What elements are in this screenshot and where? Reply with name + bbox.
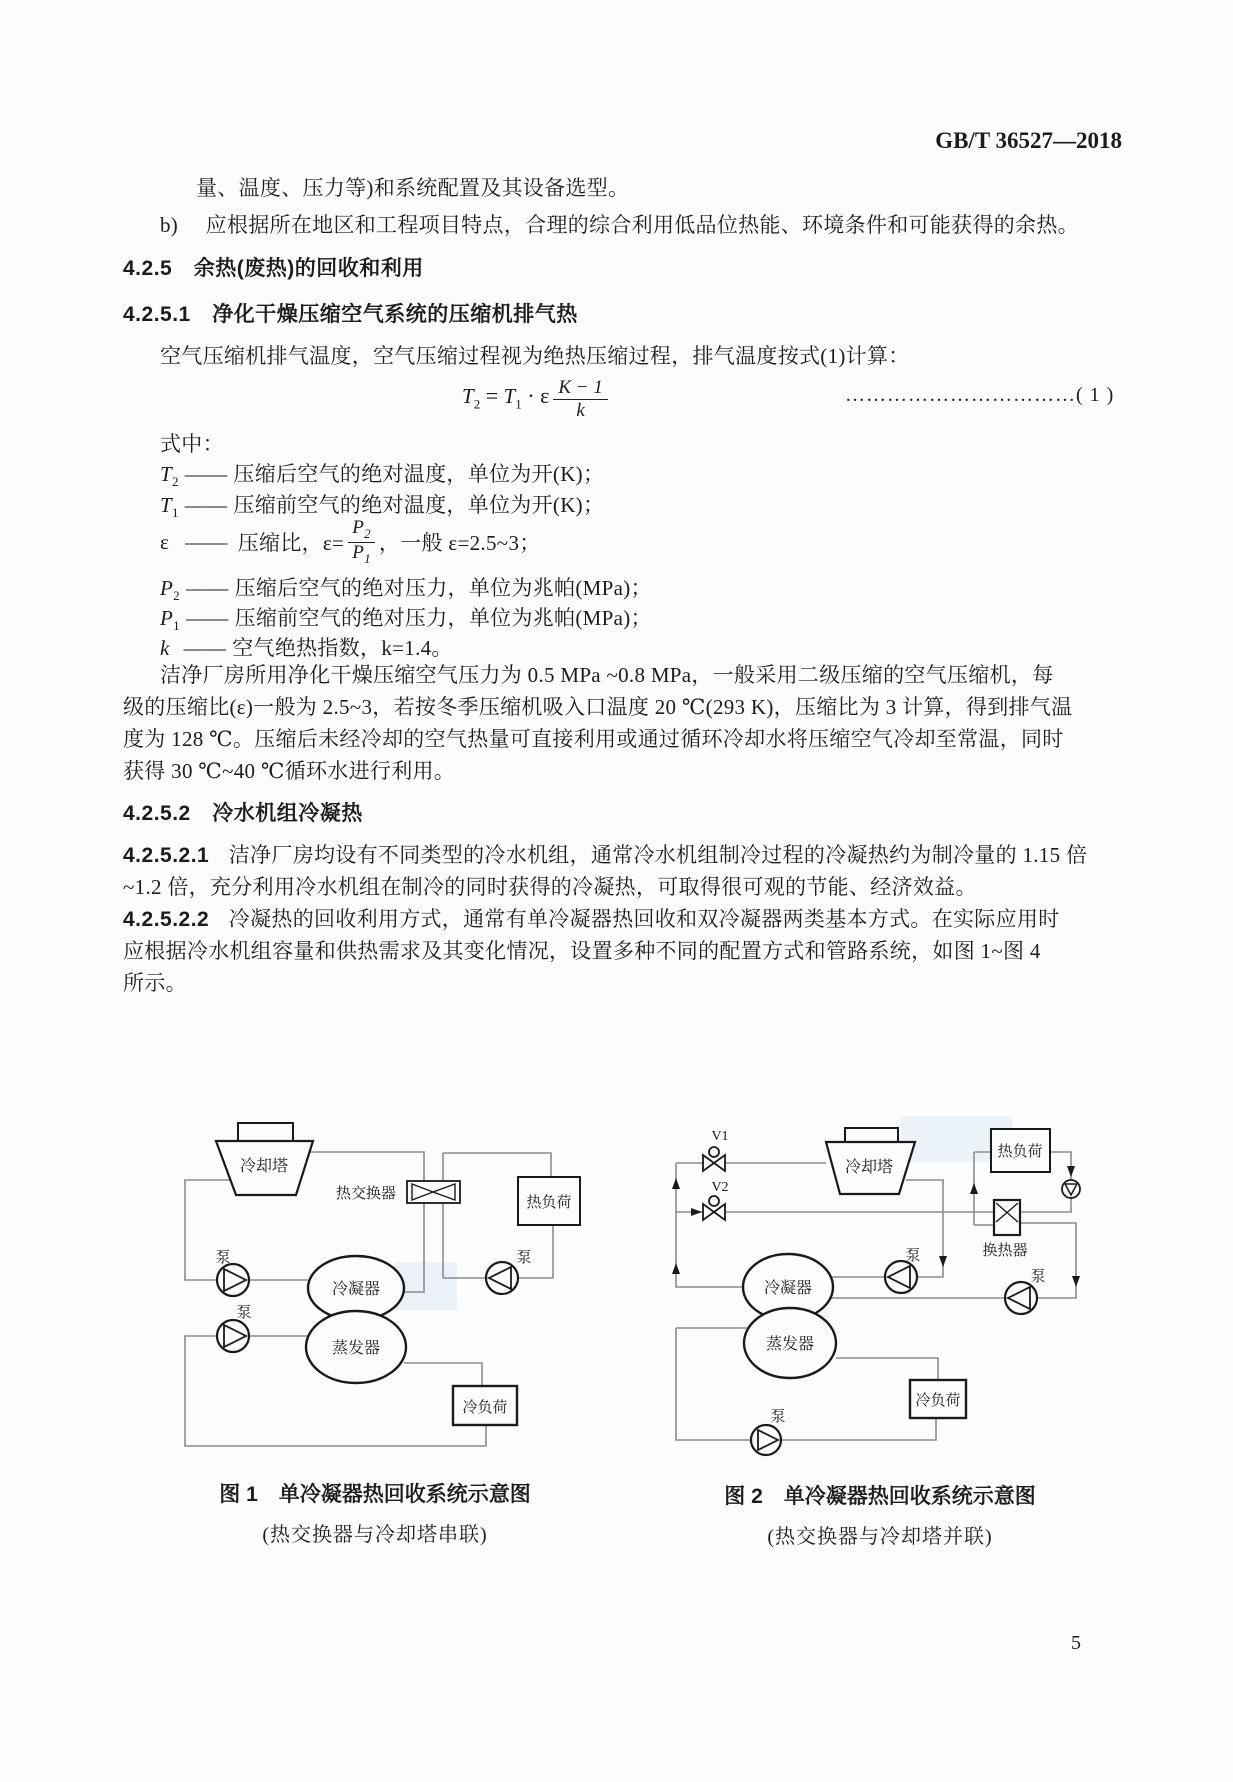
valve-v1-symbol bbox=[703, 1147, 725, 1171]
figure2-subcaption: (热交换器与冷却塔并联) bbox=[767, 1526, 993, 1548]
where-label: 式中： bbox=[160, 432, 224, 456]
pump-label: 泵 bbox=[236, 1305, 252, 1321]
paragraph-4-2-5-2-2: 4.2.5.2.2 冷凝热的回收利用方式，通常有单冷凝器热回收和双冷凝器两类基本方式。在实际应用时 bbox=[123, 907, 1060, 931]
heat-exchanger-symbol bbox=[994, 1200, 1020, 1235]
figure1-subcaption: (热交换器与冷却塔串联) bbox=[262, 1524, 488, 1546]
equation-expression: $T_2 = T_1 \cdot \varepsilon$ bbox=[462, 383, 550, 412]
evaporator-label: 蒸发器 bbox=[331, 1340, 381, 1357]
pump-label: 泵 bbox=[1030, 1269, 1046, 1285]
pump-symbol bbox=[1005, 1282, 1037, 1314]
cold-load-label: 冷负荷 bbox=[915, 1393, 961, 1409]
circulation-pump-symbol bbox=[1062, 1180, 1080, 1198]
figure2-caption: 图 2 单冷凝器热回收系统示意图 bbox=[724, 1485, 1036, 1508]
list-item-b-label: b) bbox=[160, 213, 179, 237]
formula-intro: 空气压缩机排气温度，空气压缩过程视为绝热压缩过程，排气温度按式(1)计算： bbox=[160, 344, 910, 368]
exponent-fraction: $\frac{K - 1}{k}$ bbox=[553, 378, 608, 421]
heading-4-2-5-2: 4.2.5.2 冷水机组冷凝热 bbox=[123, 802, 363, 825]
valve-v2-symbol bbox=[703, 1196, 725, 1220]
valve-v2-label: V2 bbox=[711, 1180, 729, 1195]
equation-1 bbox=[462, 378, 608, 421]
heading-4-2-5: 4.2.5 余热(废热)的回收和利用 bbox=[123, 257, 424, 280]
paragraph-a-continuation: 量、温度、压力等)和系统配置及其设备选型。 bbox=[196, 176, 630, 200]
list-item-b bbox=[160, 209, 1079, 239]
cooling-tower-label: 冷却塔 bbox=[239, 1158, 289, 1175]
heat-exchanger-label: 热交换器 bbox=[335, 1186, 397, 1202]
pump-label: 泵 bbox=[516, 1250, 532, 1266]
condenser-label: 冷凝器 bbox=[331, 1281, 381, 1298]
paragraph-line: 应根据冷水机组容量和供热需求及其变化情况，设置多种不同的配置方式和管路系统，如图 1~图 4 bbox=[123, 939, 1041, 963]
clause-number: 4.2.5.2.2 bbox=[123, 908, 210, 931]
pump-label: 泵 bbox=[770, 1409, 786, 1425]
definition-epsilon: ε —— 压缩比，ε= $\frac{P_2}{P_1}$ ，一般 ε=2.5~3； bbox=[160, 516, 541, 566]
pump-symbol bbox=[885, 1261, 917, 1293]
heading-4-2-5-1: 4.2.5.1 净化干燥压缩空气系统的压缩机排气热 bbox=[123, 303, 578, 326]
heat-load-label: 热负荷 bbox=[526, 1195, 572, 1211]
heat-exchanger-symbol bbox=[407, 1181, 460, 1203]
evaporator-label: 蒸发器 bbox=[765, 1336, 815, 1353]
heat-exchanger-label: 换热器 bbox=[982, 1243, 1028, 1259]
valve-v1-label: V1 bbox=[711, 1129, 729, 1144]
pump-symbol bbox=[217, 1320, 249, 1352]
clause-number: 4.2.5.2.1 bbox=[123, 844, 210, 867]
pump-label: 泵 bbox=[215, 1250, 231, 1266]
paragraph-line: 级的压缩比(ε)一般为 2.5~3，若按冬季压缩机吸入口温度 20 ℃(293 K)，压缩比为 3 计算，得到排气温 bbox=[123, 695, 1073, 719]
pump-symbol bbox=[486, 1262, 518, 1294]
heat-load-label: 热负荷 bbox=[997, 1144, 1043, 1160]
paragraph-line: 获得 30 ℃~40 ℃循环水进行利用。 bbox=[123, 759, 456, 783]
pump-symbol bbox=[751, 1425, 781, 1455]
definition-t2: $T_2$ —— 压缩后空气的绝对温度，单位为开(K)； bbox=[160, 462, 605, 490]
definition-p2: $P_2$ —— 压缩后空气的绝对压力，单位为兆帕(MPa)； bbox=[160, 576, 652, 604]
pump-label: 泵 bbox=[905, 1248, 921, 1264]
figure1-caption: 图 1 单冷凝器热回收系统示意图 bbox=[219, 1483, 531, 1506]
condenser-label: 冷凝器 bbox=[763, 1280, 813, 1297]
cold-load-label: 冷负荷 bbox=[462, 1400, 508, 1416]
paragraph-line: ~1.2 倍，充分利用冷水机组在制冷的同时获得的冷凝热，可取得很可观的节能、经济效益。 bbox=[123, 875, 977, 899]
cooling-tower-label: 冷却塔 bbox=[844, 1159, 894, 1176]
definition-k: k —— 空气绝热指数，k=1.4。 bbox=[160, 636, 453, 660]
paragraph-line: 所示。 bbox=[123, 971, 187, 995]
definition-t1: $T_1$ —— 压缩前空气的绝对温度，单位为开(K)； bbox=[160, 493, 605, 521]
definition-p1: $P_1$ —— 压缩前空气的绝对压力，单位为兆帕(MPa)； bbox=[160, 606, 652, 634]
paragraph-line: 洁净厂房所用净化干燥压缩空气压力为 0.5 MPa ~0.8 MPa，一般采用二级压缩的空气压缩机，每 bbox=[160, 663, 1054, 687]
standard-code: GB/T 36527—2018 bbox=[935, 128, 1122, 153]
figure1-diagram bbox=[150, 1090, 600, 1460]
paragraph-line: 度为 128 ℃。压缩后未经冷却的空气热量可直接利用或通过循环冷却水将压缩空气冷却至常温，同时 bbox=[123, 727, 1064, 751]
pump-symbol bbox=[217, 1264, 249, 1296]
equation-leader-dots: ……………………………( 1 ) bbox=[845, 384, 1115, 406]
figure2-diagram bbox=[598, 1090, 1110, 1480]
pressure-ratio-fraction: $\frac{P_2}{P_1}$ bbox=[348, 518, 375, 566]
page-number: 5 bbox=[1071, 1632, 1081, 1654]
list-item-b-text: 应根据所在地区和工程项目特点，合理的综合利用低品位热能、环境条件和可能获得的余热。 bbox=[205, 213, 1079, 237]
paragraph-4-2-5-2-1: 4.2.5.2.1 洁净厂房均设有不同类型的冷水机组，通常冷水机组制冷过程的冷凝热约为制冷量的 1.15 倍 bbox=[123, 843, 1088, 867]
